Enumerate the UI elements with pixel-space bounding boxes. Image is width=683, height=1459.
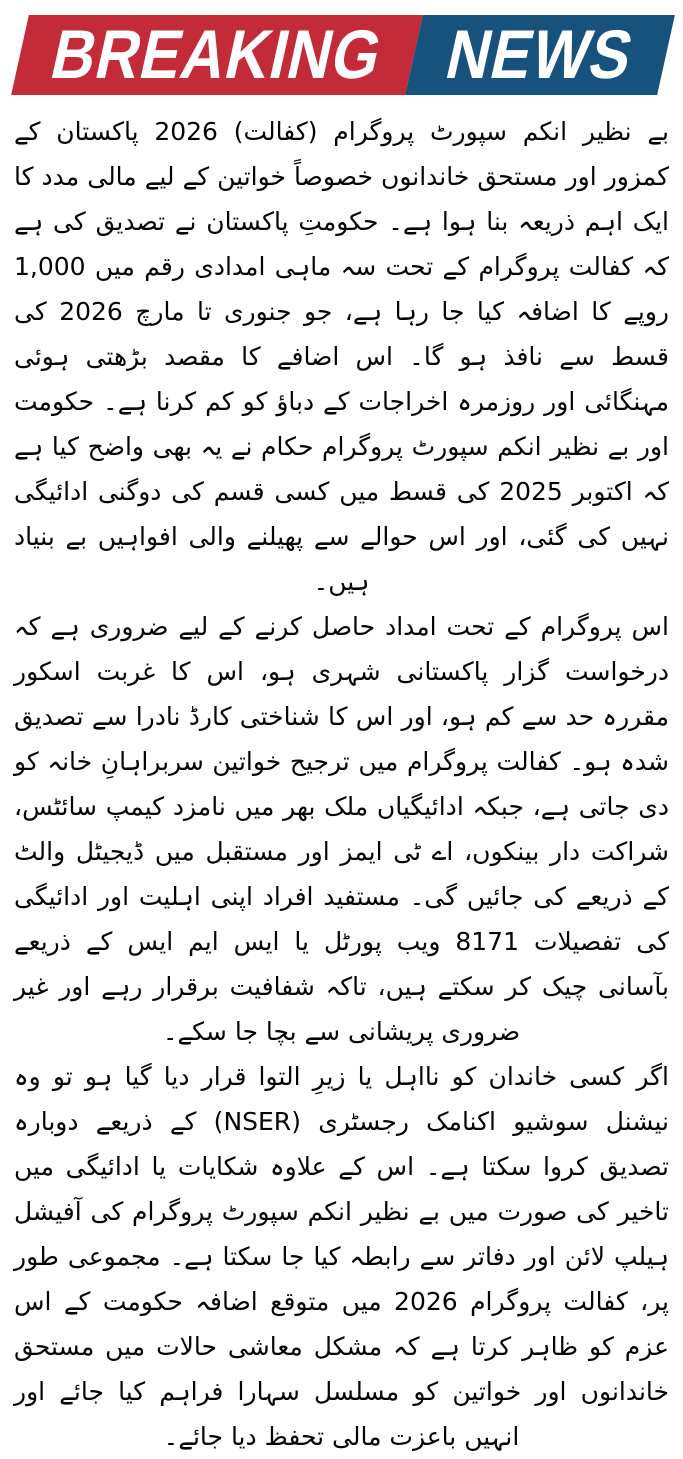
- news-segment: [405, 15, 675, 95]
- article-paragraph-eligibility: اس پروگرام کے تحت امداد حاصل کرنے کے لیے ضروری ہے کہ درخواست گزار پاکستانی شہری ہو، اس کا غربت اسکور مقررہ حد سے کم ہو، اور اس کا شناختی کارڈ نادرا سے تصدیق شدہ ہو۔ کفالت پروگرام میں ترجیح خواتین سربراہانِ خانہ کو دی جاتی ہے، جبکہ ادائیگیاں ملک بھر میں نامزد کیمپ سائٹس، شراکت دار بینکوں، اے ٹی ایمز اور مستقبل میں ڈیجیٹل والٹ کے ذریعے کی جائیں گی۔ مستفید افراد اپنی اہلیت اور ادائیگی کی تفصیلات 8171 ویب پورٹل یا ایس ایم ایس کے ذریعے بآسانی چیک کر سکتے ہیں، تاکہ شفافیت برقرار رہے اور غیر ضروری پریشانی سے بچا جا سکے۔: [14, 612, 669, 1046]
- breaking-label: BREAKING: [44, 15, 390, 93]
- article-paragraph-intro: بے نظیر انکم سپورٹ پروگرام (کفالت) 2026 پاکستان کے کمزور اور مستحق خاندانوں خصوصاً خواتین کے لیے مالی مدد کا ایک اہم ذریعہ بنا ہوا ہے۔ حکومتِ پاکستان نے تصدیق کی ہے کہ کفالت پروگرام کے تحت سہ ماہی امدادی رقم میں 1,000 روپے کا اضافہ کیا جا رہا ہے، جو جنوری تا مارچ 2026 کی قسط سے نافذ ہو گا۔ اس اضافے کا مقصد بڑھتی ہوئی مہنگائی اور روزمرہ اخراجات کے دباؤ کو کم کرنا ہے۔ حکومت اور بے نظیر انکم سپورٹ پروگرام حکام نے یہ بھی واضح کیا ہے کہ اکتوبر 2025 کی قسط میں کسی قسم کی دوگنی ادائیگی نہیں کی گئی، اور اس حوالے سے پھیلنے والی افواہیں بے بنیاد ہیں۔: [14, 117, 670, 596]
- article-body: [0, 95, 683, 1459]
- article-paragraph-reverification: اگر کسی خاندان کو نااہل یا زیرِ التوا قرار دیا گیا ہو تو وہ نیشنل سوشیو اکنامک رجسٹری (NSER) کے ذریعے دوبارہ تصدیق کروا سکتا ہے۔ اس کے علاوہ شکایات یا ادائیگی میں تاخیر کی صورت میں بے نظیر انکم سپورٹ پروگرام کی آفیشل ہیلپ لائن اور دفاتر سے رابطہ کیا جا سکتا ہے۔ مجموعی طور پر، کفالت پروگرام 2026 میں متوقع اضافہ حکومت کے اس عزم کو ظاہر کرتا ہے کہ مشکل معاشی حالات میں مستحق خاندانوں اور خواتین کو مسلسل سہارا فراہم کیا جائے اور انہیں باعزت مالی تحفظ دیا جائے۔: [14, 1062, 669, 1451]
- breaking-segment: [11, 15, 423, 95]
- breaking-news-banner: [11, 15, 675, 95]
- news-graphic-page: [0, 15, 683, 1451]
- news-label: NEWS: [439, 15, 641, 93]
